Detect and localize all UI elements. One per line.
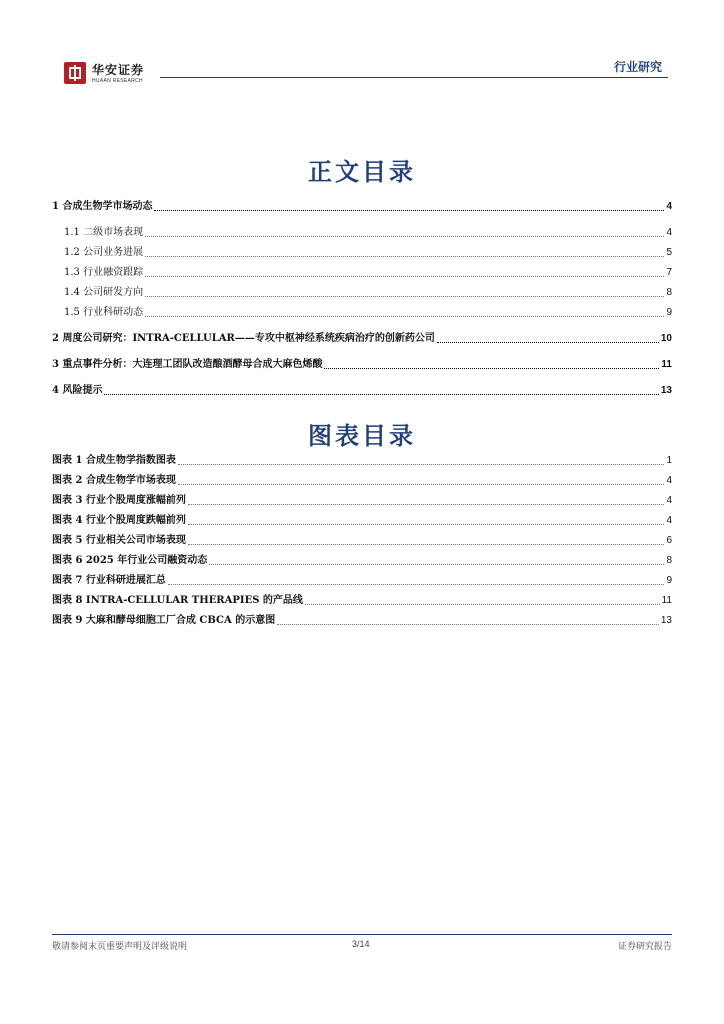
entry-label: 图表 4 行业个股周度跌幅前列 [52, 515, 186, 526]
footer-divider [52, 934, 672, 935]
entry-page-number: 8 [666, 555, 672, 566]
toc-entry[interactable] [52, 263, 672, 283]
entry-page-number: 13 [660, 615, 672, 626]
entry-label: 4 风险提示 [52, 385, 103, 396]
entry-page-number: 9 [666, 307, 672, 318]
toc-entry[interactable] [52, 223, 672, 243]
footer-report-type: 证券研究报告 [617, 942, 672, 952]
entry-label: 3 重点事件分析：大连理工团队改造酿酒酵母合成大麻色烯酸 [52, 359, 323, 370]
toc-title: 正文目录 [308, 157, 416, 186]
dot-leader [145, 256, 664, 257]
figure-entry[interactable] [52, 531, 672, 551]
entry-label: 图表 2 合成生物学市场表现 [52, 475, 176, 486]
entry-page-number: 6 [666, 535, 672, 546]
entry-label: 图表 8 INTRA-CELLULAR THERAPIES 的产品线 [52, 595, 303, 606]
entry-label: 1.1 二级市场表现 [64, 227, 144, 238]
toc-list [52, 197, 672, 401]
footer-disclaimer: 敬请参阅末页重要声明及评级说明 [52, 942, 188, 952]
figure-entry[interactable] [52, 511, 672, 531]
entry-page-number: 11 [661, 595, 672, 606]
toc-entry[interactable] [52, 381, 672, 401]
entry-label: 2 周度公司研究：INTRA-CELLULAR——专攻中枢神经系统疾病治疗的创新药公司 [52, 333, 435, 344]
entry-page-number: 4 [666, 515, 672, 526]
dot-leader [178, 484, 665, 485]
logo-text-en: HUAAN RESEARCH [92, 78, 143, 84]
entry-label: 1.4 公司研发方向 [64, 287, 144, 298]
dot-leader [305, 604, 660, 605]
figure-entry[interactable] [52, 451, 672, 471]
logo-text-cn: 华安证券 [92, 63, 145, 77]
dot-leader [437, 342, 659, 343]
logo-seal-icon [64, 62, 86, 84]
toc-entry[interactable] [52, 303, 672, 323]
section-label: 行业研究 [613, 60, 662, 74]
dot-leader [188, 544, 665, 545]
entry-label: 1.5 行业科研动态 [64, 307, 144, 318]
entry-label: 图表 1 合成生物学指数图表 [52, 455, 176, 466]
figure-entry[interactable] [52, 611, 672, 631]
entry-page-number: 11 [661, 359, 672, 370]
toc-entry[interactable] [52, 329, 672, 349]
entry-page-number: 10 [660, 333, 672, 344]
dot-leader [188, 524, 665, 525]
entry-label: 图表 5 行业相关公司市场表现 [52, 535, 186, 546]
dot-leader [145, 276, 664, 277]
dot-leader [209, 564, 664, 565]
dot-leader [168, 584, 665, 585]
figure-entry[interactable] [52, 551, 672, 571]
dot-leader [154, 210, 664, 211]
header-divider [160, 77, 668, 78]
dot-leader [145, 296, 664, 297]
figures-list [52, 451, 672, 631]
dot-leader [188, 504, 665, 505]
entry-page-number: 9 [666, 575, 672, 586]
entry-page-number: 4 [666, 495, 672, 506]
entry-label: 图表 6 2025 年行业公司融资动态 [52, 555, 208, 566]
entry-page-number: 4 [666, 475, 672, 486]
entry-page-number: 7 [666, 267, 672, 278]
figure-entry[interactable] [52, 571, 672, 591]
toc-entry[interactable] [52, 283, 672, 303]
entry-label: 1.2 公司业务进展 [64, 247, 144, 258]
dot-leader [324, 368, 659, 369]
toc-entry[interactable] [52, 355, 672, 375]
entry-page-number: 8 [666, 287, 672, 298]
entry-page-number: 4 [666, 201, 672, 212]
page-header [0, 0, 724, 100]
entry-page-number: 4 [666, 227, 672, 238]
toc-entry[interactable] [52, 243, 672, 263]
dot-leader [145, 316, 664, 317]
figure-entry[interactable] [52, 471, 672, 491]
entry-label: 图表 9 大麻和酵母细胞工厂合成 CBCA 的示意图 [52, 615, 276, 626]
dot-leader [178, 464, 665, 465]
dot-leader [277, 624, 659, 625]
dot-leader [104, 394, 658, 395]
entry-label: 1.3 行业融资跟踪 [64, 267, 144, 278]
entry-page-number: 13 [660, 385, 672, 396]
page-number: 3/14 [352, 939, 370, 949]
figures-title: 图表目录 [308, 421, 416, 450]
toc-entry[interactable] [52, 197, 672, 217]
company-logo [64, 62, 154, 88]
entry-label: 图表 7 行业科研进展汇总 [52, 575, 166, 586]
entry-label: 1 合成生物学市场动态 [52, 201, 153, 212]
dot-leader [145, 236, 664, 237]
figure-entry[interactable] [52, 491, 672, 511]
entry-label: 图表 3 行业个股周度涨幅前列 [52, 495, 186, 506]
figure-entry[interactable] [52, 591, 672, 611]
entry-page-number: 5 [666, 247, 672, 258]
entry-page-number: 1 [666, 455, 672, 466]
